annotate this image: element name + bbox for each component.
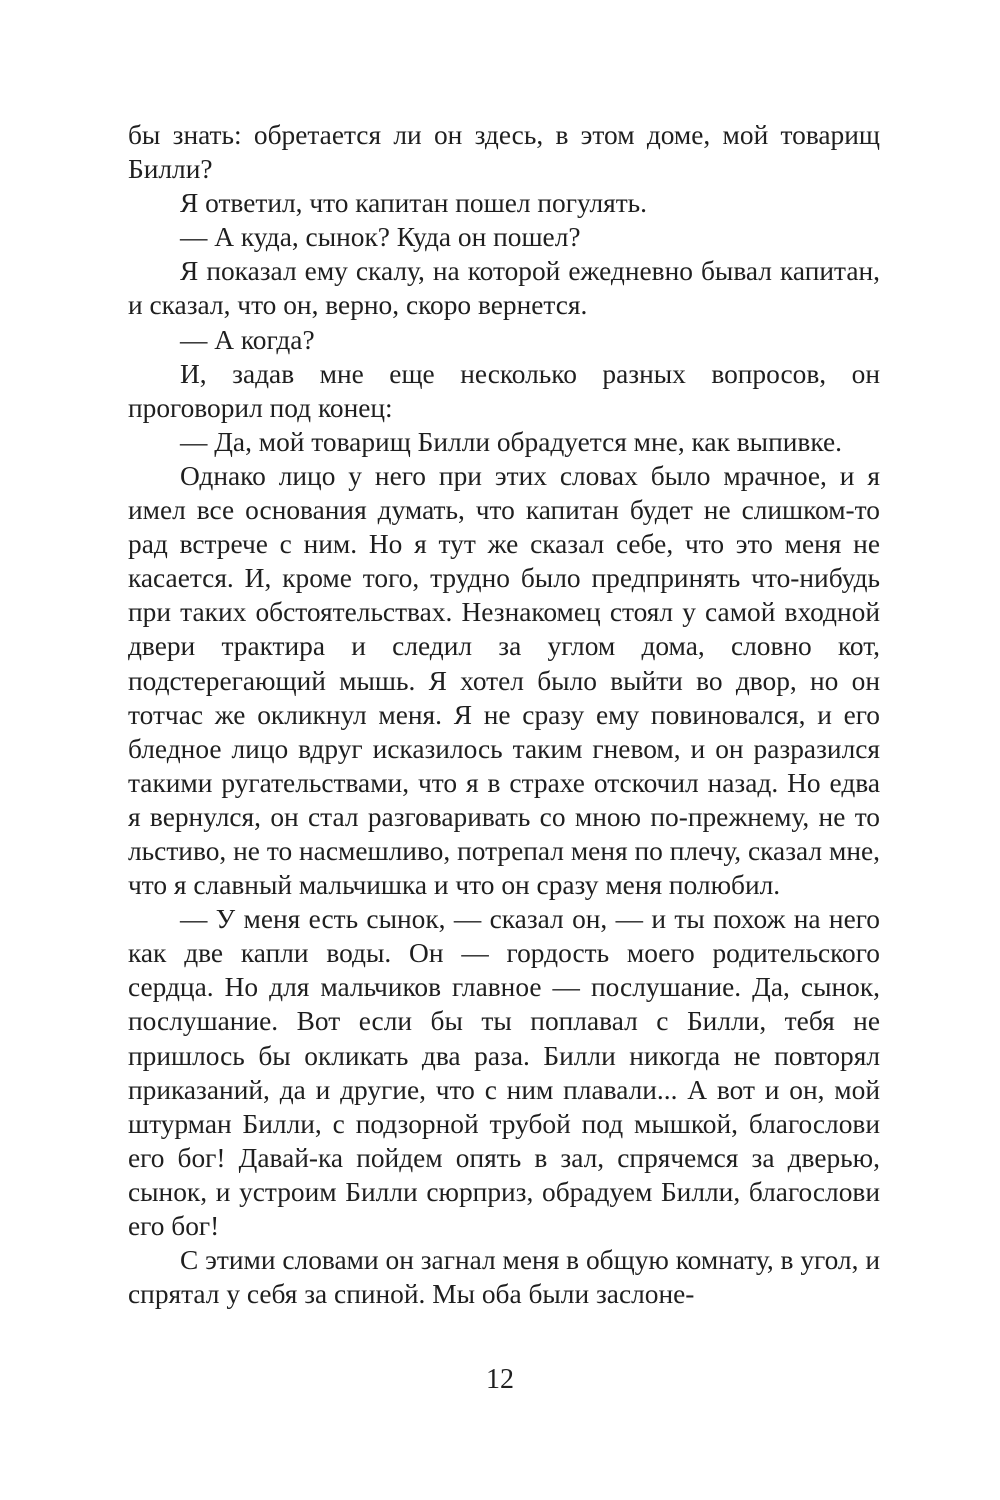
body-text (128, 118, 880, 1311)
paragraph: Я ответил, что капитан пошел погулять. (180, 188, 648, 219)
paragraph: — Да, мой товарищ Билли обрадуется мне, как выпивке. (180, 426, 842, 457)
paragraph: — У меня есть сынок, — сказал он, — и ты похож на него как две капли воды. Он — гордость моего родительского сердца. Но для мальчиков главное — послушание. Да, сынок, послушание. Вот если бы ты поплавал с Билли, тебя не пришлось бы окликать два раза. Билли никогда не повторял приказаний, да и другие, что с ним плавали... А вот и он, мой штурман Билли, с подзорной трубой под мышкой, благослови его бог! Давай-ка пойдем опять в зал, спрячемся за дверью, сынок, и устроим Билли сюрприз, обрадуем Билли, благослови его бог! (128, 904, 880, 1241)
paragraph: С этими словами он загнал меня в общую комнату, в угол, и спрятал у себя за спиной. Мы оба были заслоне- (128, 1245, 880, 1310)
paragraph: — А куда, сынок? Куда он пошел? (180, 222, 581, 253)
paragraph: — А когда? (180, 324, 315, 355)
paragraph: И, задав мне еще несколько разных вопросов, он проговорил под конец: (128, 358, 880, 423)
page-number: 12 (486, 1364, 514, 1395)
paragraph: бы знать: обретается ли он здесь, в этом доме, мой товарищ Билли? (128, 120, 880, 185)
paragraph: Однако лицо у него при этих словах было мрачное, и я имел все основания думать, что капитан будет не слишком-то рад встрече с ним. Но я тут же сказал себе, что это меня не касается. И, кроме того, трудно было предпринять что-нибудь при таких обстоятельствах. Незнакомец стоял у самой входной двери трактира и следил за углом дома, словно кот, подстерегающий мышь. Я хотел было выйти во двор, но он тотчас же окликнул меня. Я не сразу ему повиновался, и его бледное лицо вдруг исказилось таким гневом, и он разразился такими ругательствами, что я в страхе отскочил назад. Но едва я вернулся, он стал разговаривать со мною по-прежнему, не то льстиво, не то насмешливо, потрепал меня по плечу, сказал мне, что я славный мальчишка и что он сразу меня полюбил. (128, 460, 880, 901)
paragraph: Я показал ему скалу, на которой ежедневно бывал капитан, и сказал, что он, верно, скоро вернется. (128, 256, 880, 321)
